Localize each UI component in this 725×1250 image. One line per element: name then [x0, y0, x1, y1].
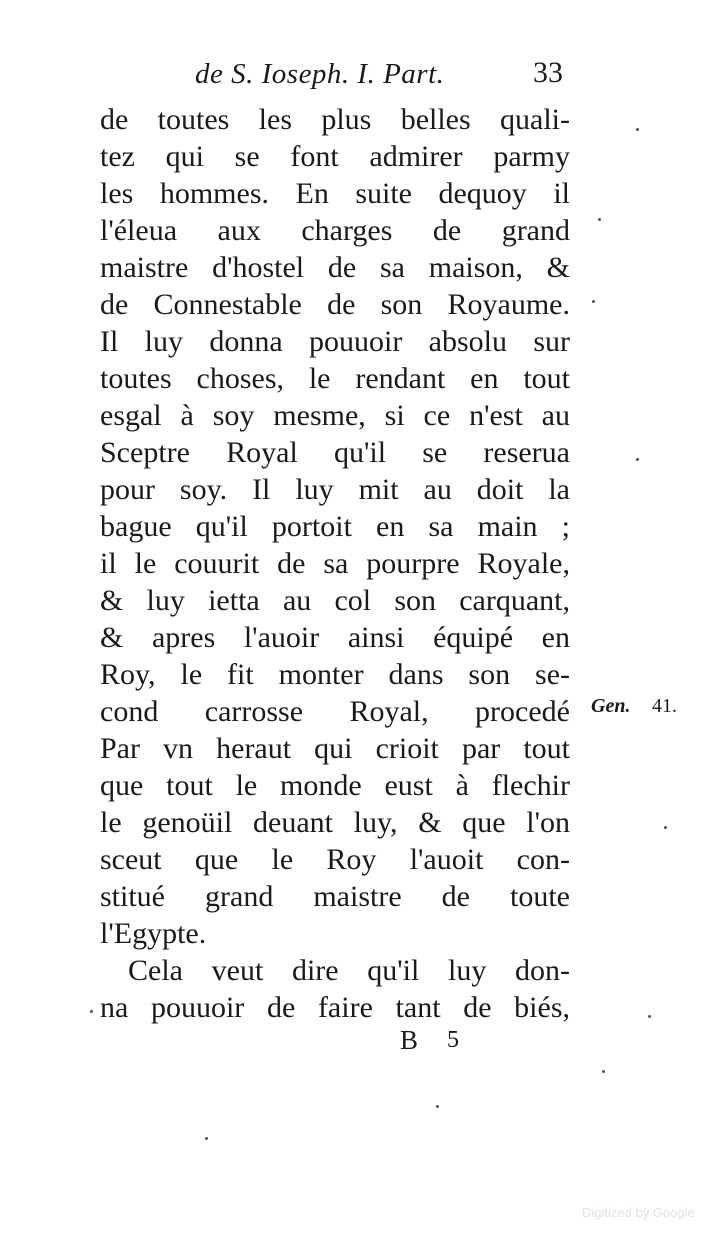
ink-speck: [636, 458, 639, 461]
text-line-24: Cela veut dire qu'il luy don-: [128, 954, 570, 987]
text-line-11: pour soy. Il luy mit au doit la: [100, 473, 570, 506]
text-line-8: toutes choses, le rendant en tout: [100, 362, 570, 395]
text-line-23: l'Egypte.: [100, 917, 207, 950]
ink-speck: [602, 1070, 605, 1073]
text-line-18: Par vn heraut qui crioit par tout: [100, 732, 570, 765]
text-line-25: na pouuoir de faire tant de biés,: [100, 991, 570, 1024]
text-line-17: cond carrosse Royal, procedé: [100, 695, 570, 728]
margin-reference-number: 41.: [652, 695, 677, 717]
ink-speck: [90, 1010, 93, 1013]
signature-number: 5: [447, 1027, 459, 1053]
text-line-19: que tout le monde eust à flechir: [100, 769, 570, 802]
text-line-22: stitué grand maistre de toute: [100, 880, 570, 913]
page-number: 33: [533, 56, 563, 89]
text-line-6: de Connestable de son Royaume.: [100, 288, 570, 321]
text-line-15: & apres l'auoir ainsi équipé en: [100, 621, 570, 654]
text-line-7: Il luy donna pouuoir absolu sur: [100, 325, 570, 358]
text-line-16: Roy, le fit monter dans son se-: [100, 658, 570, 691]
ink-speck: [664, 826, 667, 829]
text-line-13: il le couurit de sa pourpre Royale,: [100, 547, 570, 580]
watermark: Digitized by Google: [582, 1205, 695, 1220]
text-line-14: & luy ietta au col son carquant,: [100, 584, 570, 617]
text-line-12: bague qu'il portoit en sa main ;: [100, 510, 570, 543]
text-line-2: tez qui se font admirer parmy: [100, 140, 570, 173]
ink-speck: [598, 218, 601, 221]
text-line-20: le genoüil deuant luy, & que l'on: [100, 806, 570, 839]
text-line-5: maistre d'hostel de sa maison, &: [100, 251, 570, 284]
text-line-3: les hommes. En suite dequoy il: [100, 177, 570, 210]
running-head: de S. Ioseph. I. Part.: [195, 58, 445, 90]
ink-speck: [592, 300, 595, 303]
margin-reference: Gen.: [591, 695, 631, 717]
text-line-10: Sceptre Royal qu'il se reserua: [100, 436, 570, 469]
text-line-9: esgal à soy mesme, si ce n'est au: [100, 399, 570, 432]
ink-speck: [205, 1137, 208, 1140]
ink-speck: [648, 1015, 651, 1018]
ink-speck: [636, 128, 639, 131]
ink-speck: [436, 1105, 439, 1108]
text-line-4: l'éleua aux charges de grand: [100, 214, 570, 247]
signature-mark: B: [400, 1025, 419, 1055]
text-line-1: de toutes les plus belles quali-: [100, 103, 570, 136]
text-line-21: sceut que le Roy l'auoit con-: [100, 843, 570, 876]
